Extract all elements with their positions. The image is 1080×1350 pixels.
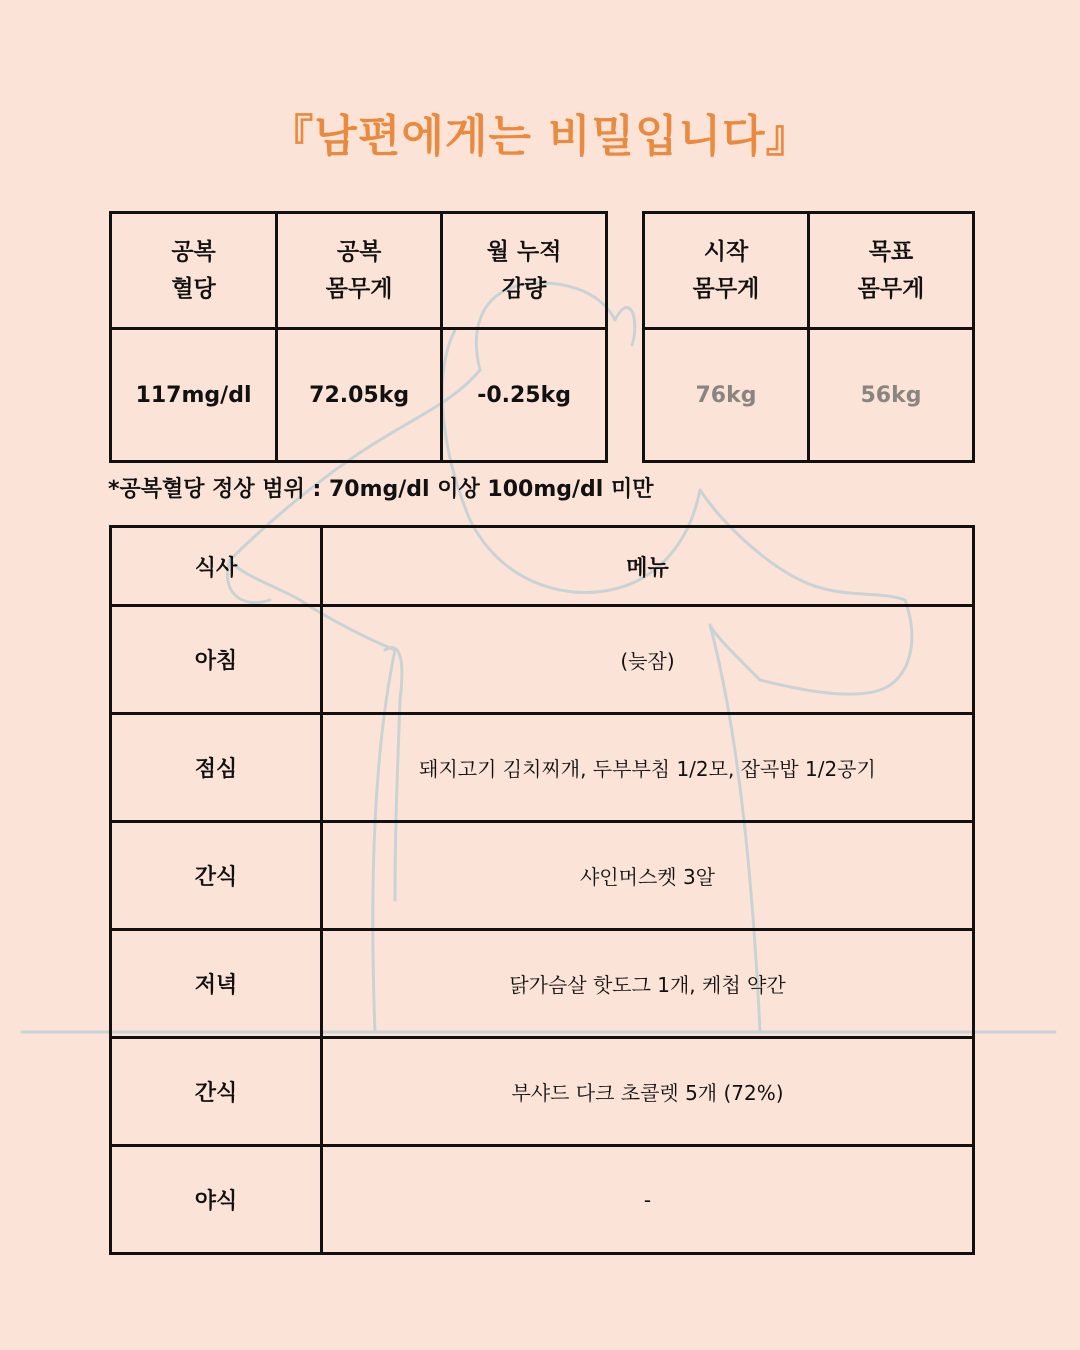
daily-stats-table [109, 211, 608, 463]
target-weight-header: 목표 몸무게 [809, 213, 974, 329]
meal-name: 저녁 [111, 930, 322, 1038]
menu-column-header: 메뉴 [322, 527, 974, 606]
fasting-glucose-header: 공복 혈당 [111, 213, 277, 329]
meal-table [109, 525, 975, 1255]
table-row [111, 714, 974, 822]
meal-name: 아침 [111, 606, 322, 714]
meal-column-header: 식사 [111, 527, 322, 606]
meal-menu: 닭가슴살 핫도그 1개, 케첩 약간 [322, 930, 974, 1038]
monthly-loss-value: -0.25kg [442, 329, 607, 462]
meal-menu: 샤인머스켓 3알 [322, 822, 974, 930]
meal-menu: (늦잠) [322, 606, 974, 714]
weight-goal-table [642, 211, 975, 463]
page-title: 『남편에게는 비밀입니다』 [269, 111, 811, 162]
target-weight-value: 56kg [809, 329, 974, 462]
fasting-glucose-value: 117mg/dl [111, 329, 277, 462]
meal-menu: 부샤드 다크 초콜렛 5개 (72%) [322, 1038, 974, 1146]
monthly-loss-header: 월 누적 감량 [442, 213, 607, 329]
meal-name: 점심 [111, 714, 322, 822]
meal-menu: - [322, 1146, 974, 1254]
meal-menu: 돼지고기 김치찌개, 두부부침 1/2모, 잡곡밥 1/2공기 [322, 714, 974, 822]
table-row [111, 822, 974, 930]
fasting-weight-header: 공복 몸무게 [277, 213, 442, 329]
table-row [111, 930, 974, 1038]
start-weight-value: 76kg [644, 329, 809, 462]
meal-name: 간식 [111, 822, 322, 930]
start-weight-header: 시작 몸무게 [644, 213, 809, 329]
meal-name: 간식 [111, 1038, 322, 1146]
meal-name: 야식 [111, 1146, 322, 1254]
glucose-range-note: *공복혈당 정상 범위 : 70mg/dl 이상 100mg/dl 미만 [108, 477, 654, 502]
fasting-weight-value: 72.05kg [277, 329, 442, 462]
table-row [111, 1038, 974, 1146]
table-row [111, 1146, 974, 1254]
table-row [111, 606, 974, 714]
